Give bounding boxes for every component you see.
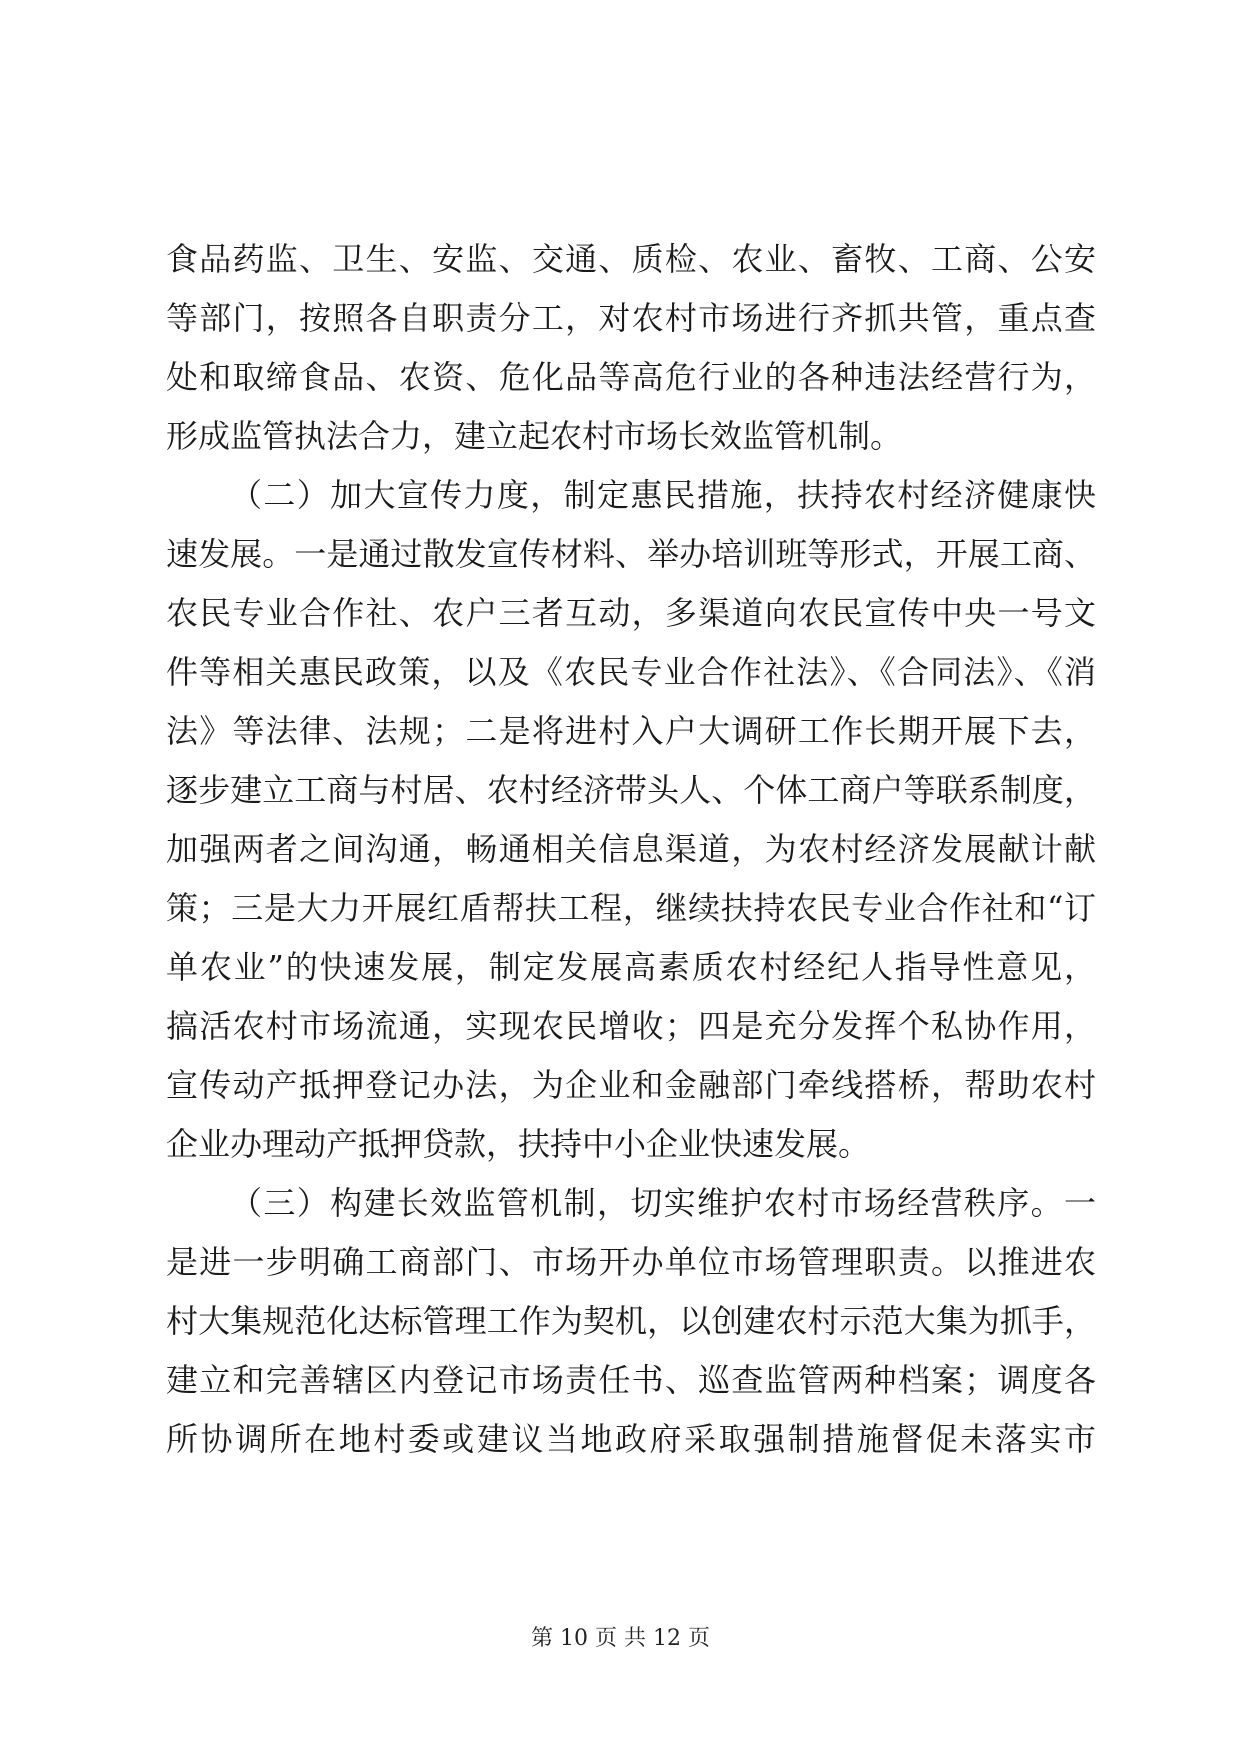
text-line: 处和取缔食品、农资、危化品等高危行业的各种违法经营行为， xyxy=(166,358,1096,396)
text-line: 加强两者之间沟通，畅通相关信息渠道，为农村经济发展献计献 xyxy=(166,830,1096,868)
text-line: 宣传动产抵押登记办法，为企业和金融部门牵线搭桥，帮助农村 xyxy=(166,1066,1096,1104)
text-line: 单农业”的快速发展，制定发展高素质农村经纪人指导性意见， xyxy=(166,948,1096,986)
text-line: 逐步建立工商与村居、农村经济带头人、个体工商户等联系制度， xyxy=(166,771,1096,809)
text-line: 策；三是大力开展红盾帮扶工程，继续扶持农民专业合作社和“订 xyxy=(166,889,1096,927)
text-line: 件等相关惠民政策，以及《农民专业合作社法》、《合同法》、《消 xyxy=(166,653,1096,691)
text-line: 所协调所在地村委或建议当地政府采取强制措施督促未落实市 xyxy=(166,1420,1096,1458)
text-line: （二）加大宣传力度，制定惠民措施，扶持农村经济健康快 xyxy=(230,476,1096,514)
text-line: 建立和完善辖区内登记市场责任书、巡查监管两种档案；调度各 xyxy=(166,1361,1096,1399)
text-line: 搞活农村市场流通，实现农民增收；四是充分发挥个私协作用， xyxy=(166,1007,1096,1045)
text-line: 农民专业合作社、农户三者互动，多渠道向农民宣传中央一号文 xyxy=(166,594,1096,632)
text-line: 法》等法律、法规；二是将进村入户大调研工作长期开展下去， xyxy=(166,712,1096,750)
text-line: 速发展。一是通过散发宣传材料、举办培训班等形式，开展工商、 xyxy=(166,535,1096,573)
text-line: 村大集规范化达标管理工作为契机，以创建农村示范大集为抓手， xyxy=(166,1302,1096,1340)
text-line: 形成监管执法合力，建立起农村市场长效监管机制。 xyxy=(166,417,903,455)
text-line: （三）构建长效监管机制，切实维护农村市场经营秩序。一 xyxy=(230,1184,1096,1222)
body-text xyxy=(166,230,1096,1469)
text-line: 等部门，按照各自职责分工，对农村市场进行齐抓共管，重点查 xyxy=(166,299,1096,337)
text-line: 企业办理动产抵押贷款，扶持中小企业快速发展。 xyxy=(166,1125,871,1163)
page-number-footer: 第 10 页 共 12 页 xyxy=(531,1626,710,1651)
text-line: 是进一步明确工商部门、市场开办单位市场管理职责。以推进农 xyxy=(166,1243,1096,1281)
text-line: 食品药监、卫生、安监、交通、质检、农业、畜牧、工商、公安 xyxy=(166,240,1096,278)
